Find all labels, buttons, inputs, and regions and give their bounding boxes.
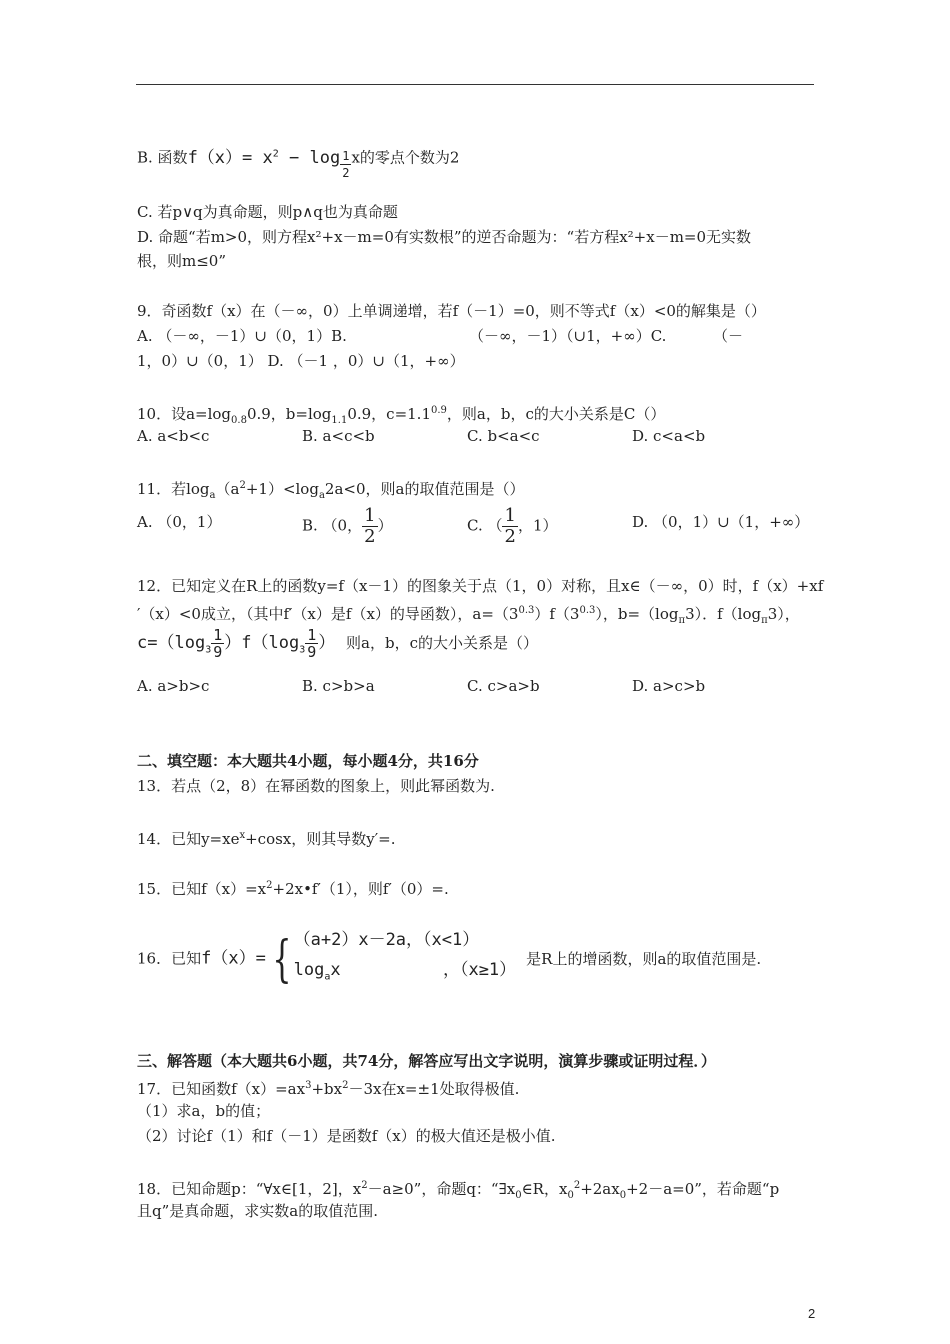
q11-t1: 11．若log [137, 480, 210, 498]
q11-c-post: ，1） [517, 516, 558, 535]
q16-post: 是R上的增函数，则a的取值范围是. [526, 949, 762, 968]
page-number: 2 [808, 1306, 816, 1321]
q12-opt-c: C. c>a>b [467, 677, 540, 695]
q12-line3 [137, 626, 538, 667]
q8-option-d-line2: 根，则m≤0” [137, 252, 227, 270]
q10-t2: 0.9，b=log [246, 405, 332, 423]
q12-opt-d: D. a>c>b [632, 677, 706, 695]
q14-t1: 14．已知y=xe [137, 830, 240, 848]
q11-t2: （a [215, 480, 240, 498]
q8-b-suffix: 的零点个数为2 [359, 148, 460, 167]
q11-b-post: ） [377, 516, 393, 535]
q8-b-formula [187, 147, 352, 180]
q12-c-pre: c=（log [137, 633, 206, 653]
q10-stem [137, 401, 665, 431]
q10-t3: 0.9，c=1.1 [347, 405, 431, 423]
q12-c-den2: 9 [307, 642, 317, 661]
q8-b-func: f（x）= x [187, 147, 273, 168]
q11-b-num: 1 [364, 505, 376, 526]
q9-opt-c-start: （－ [713, 327, 744, 345]
q17-part2: （2）讨论f（1）和f（－1）是函数f（x）的极大值还是极小值. [137, 1127, 556, 1145]
q16-case2-log: log [293, 960, 325, 980]
q12-s3: π [678, 615, 686, 626]
q10-s2: 1.1 [331, 415, 348, 426]
q15-s1: 2 [266, 880, 273, 891]
q8-option-d-line1: D. 命题“若m>0，则方程x²+x－m=0有实数根”的逆否命题为：“若方程x²+x－m=0无实数 [137, 228, 752, 246]
q8-b-log-base [340, 148, 351, 181]
q11-s1: a [209, 490, 216, 501]
q12-opt-a: A. a>b>c [137, 677, 210, 695]
q18-s5: 0 [619, 1190, 627, 1201]
q15-t1: 15．已知f（x）=x [137, 880, 267, 898]
q11-t3: +1）<log [245, 480, 319, 498]
q18-t2: －a≥0”，命题q：“∃x [367, 1180, 516, 1198]
q12-c-num1: 1 [213, 625, 223, 644]
q12-c-frac1 [211, 627, 224, 660]
q11-c-pre: C. （ [467, 516, 503, 535]
q10-s1: 0.8 [231, 415, 247, 426]
q12-s1: 0.3 [518, 605, 535, 616]
q16-cases [294, 925, 517, 992]
q16-case2-base: a [324, 971, 331, 983]
q11-c-den: 2 [504, 526, 516, 547]
q8-b-frac-den: 2 [342, 165, 350, 180]
q18-s3: 0 [567, 1190, 574, 1201]
q18-s1: 2 [361, 1180, 368, 1191]
q17-s1: 3 [305, 1080, 312, 1091]
q12-t5: 3）， [767, 605, 800, 623]
q14 [137, 826, 395, 849]
q12-c-num2: 1 [307, 625, 317, 644]
q8-option-b [137, 144, 459, 181]
q8-b-prefix: B. 函数 [137, 148, 188, 167]
q11-b-pre: B. （0， [302, 516, 363, 535]
section3-title: 三、解答题（本大题共6小题，共74分，解答应写出文字说明，演算步骤或证明过程．） [137, 1052, 716, 1070]
q15-t2: +2x•f′（1），则f′（0）=. [272, 880, 449, 898]
q14-t2: +cosx，则其导数y′=. [245, 830, 396, 848]
q9-opt-a: A. （－∞，－1）∪（0，1）B. [137, 327, 347, 345]
q15 [137, 876, 449, 899]
q8-b-exp: 2 [272, 148, 279, 159]
q11-s3: a [318, 490, 325, 501]
q11-b-frac [362, 506, 377, 547]
q10-opt-a: A. a<b<c [137, 427, 210, 445]
q18-s2: 0 [515, 1190, 522, 1201]
q17-s2: 2 [342, 1080, 349, 1091]
q17-part1: （1）求a，b的值； [137, 1102, 271, 1120]
q12-c-base1: 3 [205, 644, 212, 656]
q11-b-den: 2 [364, 526, 376, 547]
q12-opt-b: B. c>b>a [302, 677, 375, 695]
q12-t3: ），b=（log [595, 605, 679, 623]
q11-t4: 2a<0，则a的取值范围是（） [324, 480, 525, 498]
q11-c-num: 1 [504, 505, 516, 526]
q14-s1: x [239, 830, 246, 841]
q8-b-log: − log [278, 147, 341, 168]
q12-c-post: ） [318, 633, 336, 653]
q9-options-line3: 1，0）∪（0，1） D. （－1 ，0）∪（1，+∞） [137, 352, 465, 370]
q12-c-frac2 [305, 627, 318, 660]
q12-s4: π [761, 615, 768, 626]
q11-opt-b [302, 506, 393, 547]
q12-s2: 0.3 [579, 605, 596, 616]
q13: 13．若点（2，8）在幂函数的图象上，则此幂函数为. [137, 777, 495, 795]
q10-s3: 0.9 [431, 405, 447, 416]
q12-c-den1: 9 [213, 642, 223, 661]
q9-opt-b: （－∞，－1）（∪1，+∞）C. [469, 327, 667, 345]
q11-options [137, 506, 817, 546]
header-rule [136, 84, 814, 85]
q17-stem [137, 1076, 519, 1099]
q18-t5: +2－a=0”，若命题“p [626, 1180, 780, 1198]
q16-func: f（x）= [201, 948, 266, 969]
q18-t1: 18．已知命题p：“∀x∈[1，2]，x [137, 1180, 362, 1198]
q11-c-frac [502, 506, 517, 547]
q12-line1: 12．已知定义在R上的函数y=f（x－1）的图象关于点（1，0）对称，且x∈（－∞，0）时，f（x）+xf [137, 577, 824, 595]
q8-b-frac-num: 1 [342, 148, 350, 163]
q16-case2-rest: x ，（x≥1） [330, 960, 517, 980]
q16-case2 [294, 955, 517, 992]
q12-t1: ′（x）<0成立，（其中f′（x）是f（x）的导函数），a=（3 [137, 605, 519, 623]
q16-brace: { [272, 929, 292, 988]
q11-stem [137, 476, 524, 506]
q12-c-text: 则a，b，c的大小关系是（） [346, 634, 538, 652]
q10-t1: 10．设a=log [137, 405, 232, 423]
q17-t2: +bx [311, 1080, 343, 1098]
q11-opt-c [467, 506, 557, 547]
q12-t4: 3）．f（log [685, 605, 762, 623]
q12-c-mid: ）f（log [224, 633, 300, 653]
q10-opt-d: D. c<a<b [632, 427, 706, 445]
q10-opt-b: B. a<c<b [302, 427, 375, 445]
q11-s2: 2 [239, 480, 246, 491]
q12-c-base2: 3 [299, 644, 306, 656]
q11-opt-d: D. （0，1）∪（1，+∞） [632, 513, 810, 531]
q17-t1: 17．已知函数f（x）=ax [137, 1080, 306, 1098]
q16-pre: 16．已知 [137, 949, 202, 968]
q17-t3: －3x在x=±1处取得极值. [348, 1080, 520, 1098]
q12-c-formula [137, 625, 336, 661]
q9-stem: 9．奇函数f（x）在（－∞，0）上单调递增，若f（－1）=0，则不等式f（x）<0的解集是（） [137, 302, 766, 320]
q18-t3: ∈R，x [521, 1180, 568, 1198]
q16-case1: （a+2）x－2a，（x<1） [293, 930, 480, 950]
q16 [137, 925, 761, 989]
q8-b-var: x [351, 148, 360, 167]
q10-t4: ，则a，b，c的大小关系是C（） [446, 405, 666, 423]
section2-title: 二、填空题：本大题共4小题，每小题4分，共16分 [137, 752, 479, 770]
q18-s4: 2 [573, 1180, 581, 1191]
q11-opt-a: A. （0，1） [137, 513, 222, 531]
q12-t2: ）f（3 [534, 605, 580, 623]
q18-t4: +2ax [580, 1180, 620, 1198]
q10-opt-c: C. b<a<c [467, 427, 540, 445]
q18-line2: 且q”是真命题，求实数a的取值范围. [137, 1202, 378, 1220]
q8-option-c: C. 若p∨q为真命题，则p∧q也为真命题 [137, 203, 398, 221]
